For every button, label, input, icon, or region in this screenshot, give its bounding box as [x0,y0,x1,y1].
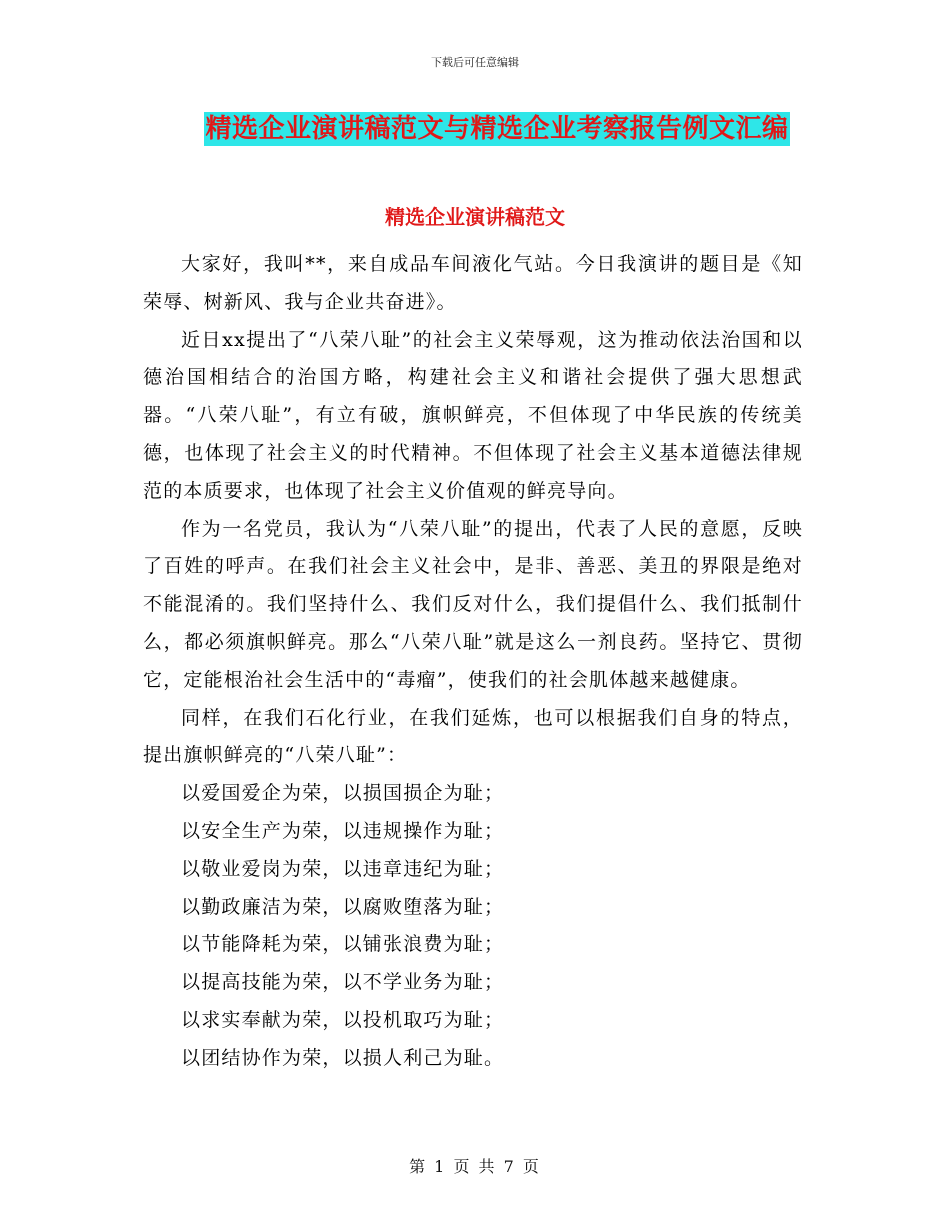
paragraph: 近日xx提出了“八荣八耻”的社会主义荣辱观，这为推动依法治国和以德治国相结合的治国方略，构建社会主义和谐社会提供了强大思想武器。“八荣八耻”，有立有破，旗帜鲜亮，不但体现了中华民族的传统美德，也体现了社会主义的时代精神。不但体现了社会主义基本道德法律规范的本质要求，也体现了社会主义价值观的鲜亮导向。 [143,328,803,502]
slogan-line: 以提高技能为荣，以不学业务为耻； [181,971,505,994]
slogan-line: 以敬业爱岗为荣，以违章违纪为耻； [181,857,505,880]
document-title: 精选企业演讲稿范文与精选企业考察报告例文汇编 [205,114,789,144]
paragraph: 同样，在我们石化行业，在我们延炼，也可以根据我们自身的特点，提出旗帜鲜亮的“八荣八耻”： [143,706,803,767]
page-number-footer: 第 1 页 共 7 页 [409,1157,541,1176]
slogan-line: 以节能降耗为荣，以铺张浪费为耻； [181,933,505,956]
slogan-line: 以团结协作为荣，以损人利己为耻。 [181,1046,505,1069]
slogan-line: 以求实奉献为荣，以投机取巧为耻； [181,1008,505,1031]
slogan-line: 以勤政廉洁为荣，以腐败堕落为耻； [181,895,505,918]
paragraph: 大家好，我叫**，来自成品车间液化气站。今日我演讲的题目是《知荣辱、树新风、我与企业共奋进》。 [143,253,803,313]
slogan-line: 以安全生产为荣，以违规操作为耻； [181,819,505,842]
main-title-container [0,112,950,146]
section-title: 精选企业演讲稿范文 [385,205,565,229]
header-note: 下载后可任意编辑 [431,56,519,69]
slogan-line: 以爱国爱企为荣，以损国损企为耻； [181,782,505,805]
paragraph: 作为一名党员，我认为“八荣八耻”的提出，代表了人民的意愿，反映了百姓的呼声。在我们社会主义社会中，是非、善恶、美丑的界限是绝对不能混淆的。我们坚持什么、我们反对什么，我们提倡什么、我们抵制什么，都必须旗帜鲜亮。那么“八荣八耻”就是这么一剂良药。坚持它、贯彻它，定能根治社会生活中的“毒瘤”，使我们的社会肌体越来越健康。 [143,517,803,691]
document-body [143,246,803,1078]
